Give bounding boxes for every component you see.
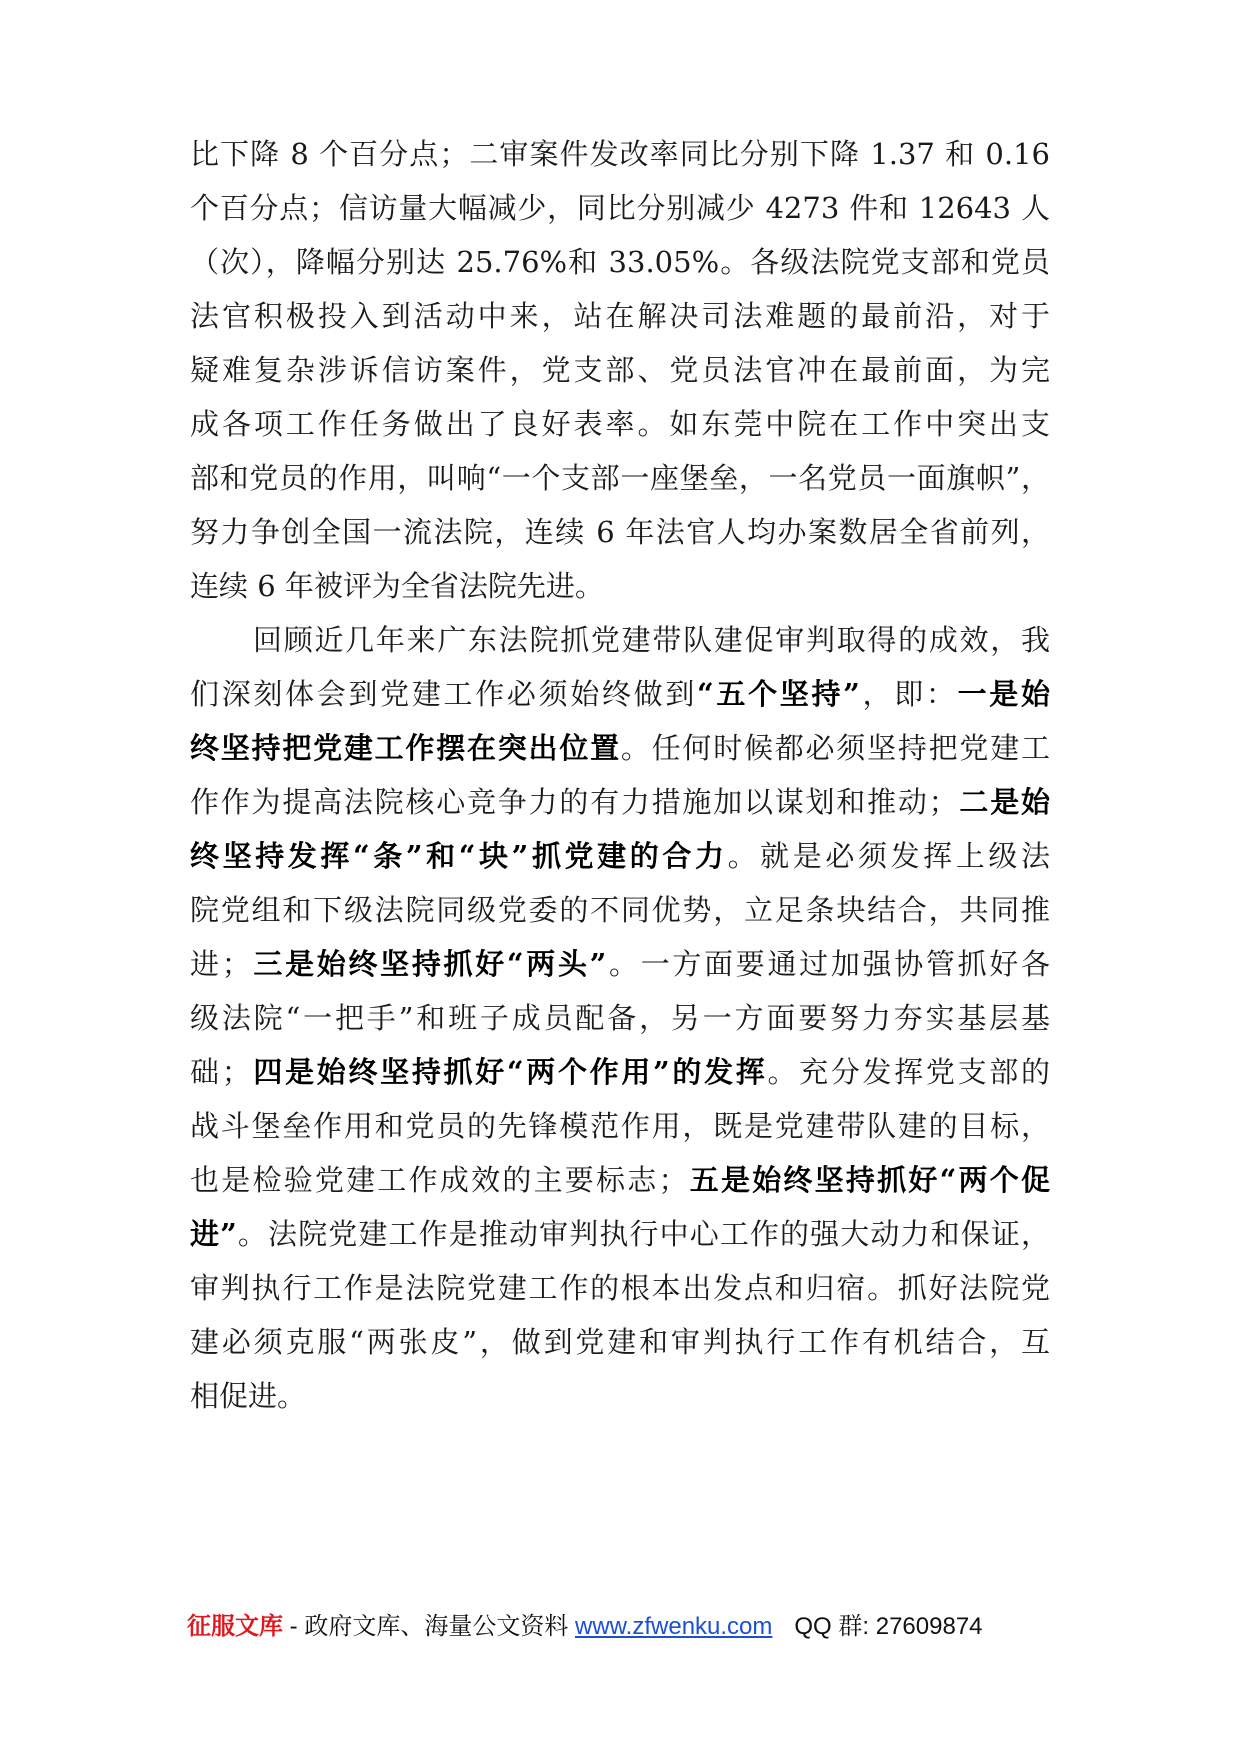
footer-watermark xyxy=(187,1607,1053,1647)
text-line: 部和党员的作用，叫响“一个支部一座堡垒，一名党员一面旗帜”， xyxy=(190,461,1050,495)
emphasis: 二是始 xyxy=(957,785,1050,819)
emphasis: “五个坚持” xyxy=(697,677,860,711)
text-line: 终坚持发挥“条”和“块”抓党建的合力。就是必须发挥上级法 xyxy=(190,839,1050,873)
text-line: 们深刻体会到党建工作必须始终做到“五个坚持”，即：一是始 xyxy=(190,677,1050,711)
text-line: 础；四是始终坚持抓好“两个作用”的发挥。充分发挥党支部的 xyxy=(190,1055,1050,1089)
paragraph-first-line: 回顾近几年来广东法院抓党建带队建促审判取得的成效，我 xyxy=(253,623,1050,657)
text-line: 成各项工作任务做出了良好表率。如东莞中院在工作中突出支 xyxy=(190,407,1050,441)
emphasis: 五是始终坚持抓好“两个促 xyxy=(687,1163,1050,1197)
text-line: 连续 6 年被评为全省法院先进。 xyxy=(190,569,604,603)
emphasis: 一是始 xyxy=(957,677,1050,711)
footer-brand: 征服文库 xyxy=(187,1613,283,1640)
text-line: 相促进。 xyxy=(190,1379,307,1413)
emphasis: 三是始终坚持抓好“两头” xyxy=(250,947,607,981)
text-line: 作作为提高法院核心竞争力的有力措施加以谋划和推动；二是始 xyxy=(190,785,1050,819)
footer-separator: - xyxy=(283,1613,305,1640)
text-line: 也是检验党建工作成效的主要标志；五是始终坚持抓好“两个促 xyxy=(190,1163,1050,1197)
emphasis: 终坚持把党建工作摆在突出位置 xyxy=(190,731,621,765)
text-line: 法官积极投入到活动中来，站在解决司法难题的最前沿，对于 xyxy=(190,299,1050,333)
emphasis: 终坚持发挥“条”和“块”抓党建的合力 xyxy=(190,839,728,873)
text-line: 院党组和下级法院同级党委的不同优势，立足条块结合，共同推 xyxy=(190,893,1050,927)
text-line: 疑难复杂涉诉信访案件，党支部、党员法官冲在最前面，为完 xyxy=(190,353,1050,387)
footer-description: 政府文库、海量公文资料 xyxy=(304,1613,575,1640)
text-line: 战斗堡垒作用和党员的先锋模范作用，既是党建带队建的目标， xyxy=(190,1109,1050,1143)
text-line: 进”。法院党建工作是推动审判执行中心工作的强大动力和保证， xyxy=(190,1217,1050,1251)
text-line: 级法院“一把手”和班子成员配备，另一方面要努力夯实基层基 xyxy=(190,1001,1050,1035)
emphasis: 进” xyxy=(190,1217,237,1251)
text-line: 审判执行工作是法院党建工作的根本出发点和归宿。抓好法院党 xyxy=(190,1271,1050,1305)
text-line: 个百分点；信访量大幅减少，同比分别减少 4273 件和 12643 人 xyxy=(190,191,1050,225)
text-line: 终坚持把党建工作摆在突出位置。任何时候都必须坚持把党建工 xyxy=(190,731,1050,765)
text-line: 比下降 8 个百分点；二审案件发改率同比分别下降 1.37 和 0.16 xyxy=(190,137,1050,171)
text-line: 进；三是始终坚持抓好“两头”。一方面要通过加强协管抓好各 xyxy=(190,947,1050,981)
footer-link[interactable]: www.zfwenku.com xyxy=(575,1613,773,1640)
footer-qq-group: QQ 群: 27609874 xyxy=(794,1613,983,1640)
text-line: 努力争创全国一流法院，连续 6 年法官人均办案数居全省前列， xyxy=(190,515,1050,549)
text-line: （次），降幅分别达 25.76%和 33.05%。各级法院党支部和党员 xyxy=(190,245,1050,279)
emphasis: 四是始终坚持抓好“两个作用”的发挥 xyxy=(250,1055,768,1089)
text-line: 建必须克服“两张皮”，做到党建和审判执行工作有机结合，互 xyxy=(190,1325,1050,1359)
